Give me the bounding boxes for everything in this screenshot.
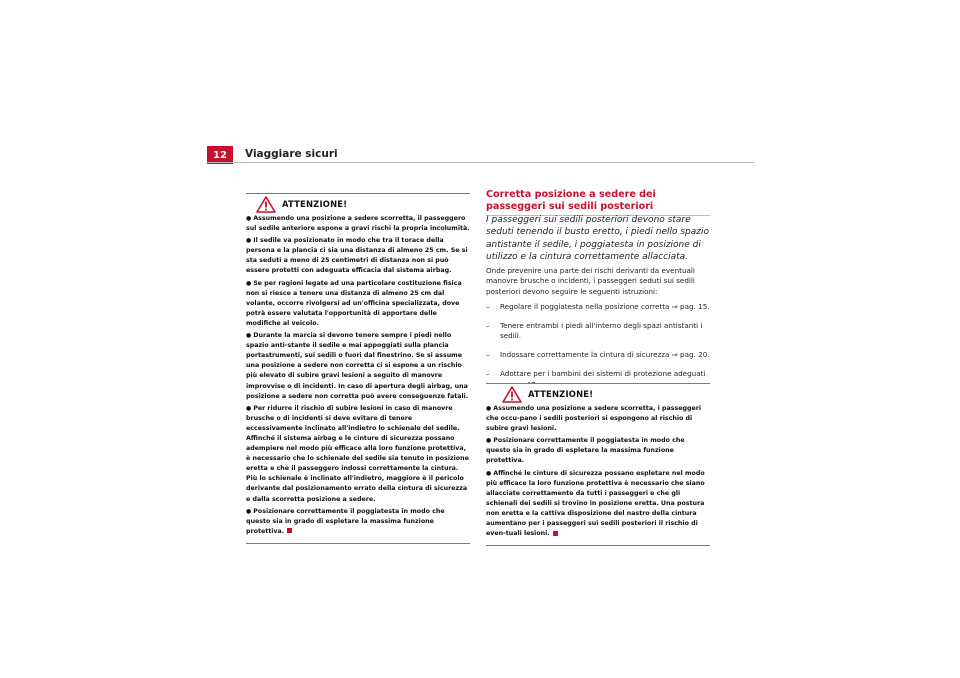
- left-warning-box: [246, 193, 470, 544]
- section-body: Onde prevenire una parte dei rischi derivanti da eventuali manovre brusche o incidenti, i passeggeri seduti sui sedili posteriori devono seguire le seguenti istruzioni:: [486, 266, 695, 296]
- warning-item: ● Il sedile va posizionato in modo che tra il torace della persona e la plancia ci sia una distanza di almeno 25 cm. Se si sta seduti a meno di 25 centimetri di distanza non si può essere protetti con adeguata efficacia dal sistema airbag.: [246, 237, 468, 275]
- page-number: 12: [207, 146, 233, 164]
- section-title: Corretta posizione a sedere dei passeggeri sui sedili posteriori: [486, 189, 710, 216]
- warning-item: ● Affinché le cinture di sicurezza possano espletare nel modo più efficace la loro funzione protettiva è necessario che siano allacciate correttamente da tutti i passeggeri e che gli schienali dei sedili si trovino in posizione eretta. Una postura non eretta e la cattiva disposizione del nastro della cintura aumentano per i passeggeri sui sedili posteriori il rischio di even-tuali lesioni.: [486, 469, 705, 538]
- list-item: – Adottare per i bambini dei sistemi di protezione adeguati: [486, 369, 706, 379]
- list-item: – Indossare correttamente la cintura di sicurezza ⇒ pag. 20.: [486, 350, 710, 360]
- running-header-title: Viaggiare sicuri: [245, 148, 338, 160]
- list-item: – Regolare il poggiatesta nella posizione corretta ⇒ pag. 15.: [486, 302, 710, 311]
- section-intro: I passeggeri sui sedili posteriori devono stare seduti tenendo il busto eretto, i piedi nello spazio antistante il sedile, i poggiatesta in posizione di utilizzo e la cintura correttamente allacciata.: [486, 215, 709, 263]
- warning-item: ● Se per ragioni legate ad una particolare costituzione fisica non si riesce a tenere una distanza di almeno 25 cm dal volante, occorre rivolgersi ad un'officina specializzata, dove potrà essere valutata l'opportunità di apportare delle modifiche al veicolo.: [246, 279, 462, 327]
- warning-header: [502, 384, 710, 404]
- header-divider: [207, 162, 755, 163]
- warning-triangle-icon: [256, 196, 276, 213]
- right-warning-box: [486, 383, 710, 546]
- warning-item: ● Posizionare correttamente il poggiatesta in modo che questo sia in grado di espletare la massima funzione protettiva.: [246, 507, 445, 535]
- warning-title: ATTENZIONE!: [282, 199, 348, 209]
- warning-item: ● Assumendo una posizione a sedere scorretta, il passeggero sul sedile anteriore espone a gravi rischi la propria incolumità.: [246, 215, 470, 233]
- warning-title: ATTENZIONE!: [528, 389, 594, 399]
- warning-item: ● Per ridurre il rischio di subire lesioni in caso di manovre brusche o di incidenti si deve evitare di tenere eccessivamente inclinato all'indietro lo schienale del sedile. Affinché il sistema airbag e le cinture di sicurezza possano adempiere nel modo più efficace alla loro funzione protettiva, è necessario che lo schienale del sedile sia tenuto in posizione eretta e che il passeggero indossi correttamente la cintura. Più lo schienale è inclinato all'indietro, maggiore è il pericolo derivante dal posizionamento errato della cintura di sicurezza e dalla scorretta posizione a sedere.: [246, 404, 469, 503]
- end-of-section-mark: [287, 528, 292, 533]
- warning-item: ● Posizionare correttamente il poggiatesta in modo che questo sia in grado di espletare la massima funzione protettiva.: [486, 437, 685, 465]
- warning-header: [256, 194, 470, 214]
- warning-triangle-icon: [502, 386, 522, 403]
- warning-item: ● Assumendo una posizione a sedere scorretta, i passeggeri che occu-pano i sedili posteriori si espongono al rischio di subire gravi lesioni.: [486, 405, 702, 433]
- list-item: – Tenere entrambi i piedi all'interno degli spazi antistanti i sedili.: [486, 320, 703, 341]
- warning-item: ● Durante la marcia si devono tenere sempre i piedi nello spazio anti-stante il sedile e mai appoggiati sulla plancia portastrumenti, sui sedili o fuori dal finestrino. Se si assume una posizione a sedere non corretta ci si espone a un rischio più elevato di subire gravi lesioni a seguito di manovre improvvise o di incidenti. In caso di apertura degli airbag, una posizione a sedere non corretta può avere conseguenze fatali.: [246, 332, 469, 400]
- end-of-section-mark: [553, 531, 558, 536]
